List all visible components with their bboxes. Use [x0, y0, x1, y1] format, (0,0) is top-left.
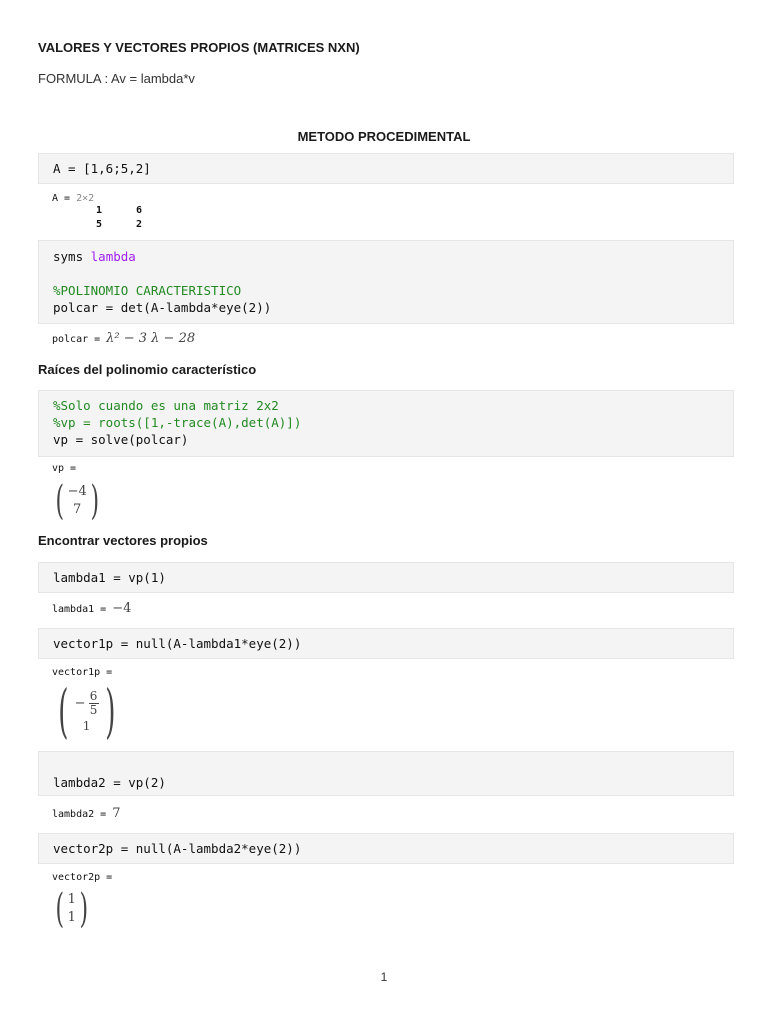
output-label: A =: [52, 193, 71, 204]
output-label: polcar =: [52, 334, 101, 345]
code-cell-vector1[interactable]: [38, 628, 734, 659]
matrix-cell: 2: [135, 219, 142, 230]
symbol-var: lambda: [90, 249, 136, 264]
code-cell-lambda2[interactable]: [38, 751, 734, 796]
output-label: lambda1 =: [52, 604, 107, 615]
heading-vectors: Encontrar vectores propios: [38, 533, 208, 548]
code-comment: %vp = roots([1,-trace(A),det(A)]): [53, 415, 302, 430]
code-cell-polynomial[interactable]: [38, 240, 734, 324]
vector-vp: [52, 478, 102, 524]
code-line: lambda1 = vp(1): [53, 570, 166, 585]
output-label: lambda2 =: [52, 809, 107, 820]
code-cell-solve[interactable]: [38, 390, 734, 457]
left-paren: (: [55, 478, 65, 524]
vector-entry: 7: [73, 502, 82, 517]
code-line: vp = solve(polcar): [53, 432, 189, 447]
left-paren: (: [55, 886, 65, 932]
page-number: 1: [380, 970, 388, 984]
code-line: lambda2 = vp(2): [53, 775, 166, 790]
vector-entry: 1: [67, 892, 76, 907]
blank-line: [53, 265, 719, 282]
output-label: vector2p =: [52, 872, 113, 883]
vector-vector2p: [52, 886, 92, 932]
code-line: vector2p = null(A-lambda2*eye(2)): [53, 841, 302, 856]
code-line: A = [1,6;5,2]: [53, 161, 151, 176]
output-matrix: [52, 193, 146, 232]
polynomial-expr: λ² − 3 λ − 28: [106, 331, 196, 346]
matrix-cell: 6: [135, 205, 142, 216]
output-label: vector1p =: [52, 667, 113, 678]
code-line: polcar = det(A-lambda*eye(2)): [53, 300, 272, 315]
code-cell-vector2[interactable]: [38, 833, 734, 864]
output-lambda1: [52, 601, 131, 616]
matrix-dims: 2×2: [76, 193, 95, 204]
heading-roots: Raíces del polinomio característico: [38, 362, 257, 377]
document-title: VALORES Y VECTORES PROPIOS (MATRICES NXN): [38, 40, 360, 55]
code-line: vector1p = null(A-lambda1*eye(2)): [53, 636, 302, 651]
output-polcar: [52, 331, 195, 346]
right-paren: ): [79, 886, 88, 932]
code-cell-lambda1[interactable]: [38, 562, 734, 593]
formula-text: FORMULA : Av = lambda*v: [38, 71, 195, 86]
code-comment: %Solo cuando es una matriz 2x2: [53, 398, 279, 413]
right-paren: ): [104, 677, 115, 745]
code-line: syms lambda: [53, 249, 136, 264]
left-paren: (: [58, 677, 69, 745]
vector-vector1p: [52, 677, 121, 745]
output-value: −4: [112, 601, 132, 616]
fraction: $\frac{6}{5}$: [89, 688, 98, 717]
minus-sign: −: [74, 695, 86, 711]
vector-entry: −4: [67, 484, 87, 499]
vector-entry: 1: [82, 718, 91, 733]
output-label: vp =: [52, 463, 77, 474]
output-lambda2: [52, 806, 120, 821]
section-heading: METODO PROCEDIMENTAL: [297, 129, 471, 144]
right-paren: ): [90, 478, 99, 524]
vector-entry: 1: [67, 910, 76, 925]
output-value: 7: [112, 806, 121, 821]
code-cell-matrix[interactable]: [38, 153, 734, 184]
code-comment: %POLINOMIO CARACTERISTICO: [53, 283, 242, 298]
matrix-cell: 5: [95, 219, 102, 230]
matrix-cell: 1: [95, 205, 102, 216]
